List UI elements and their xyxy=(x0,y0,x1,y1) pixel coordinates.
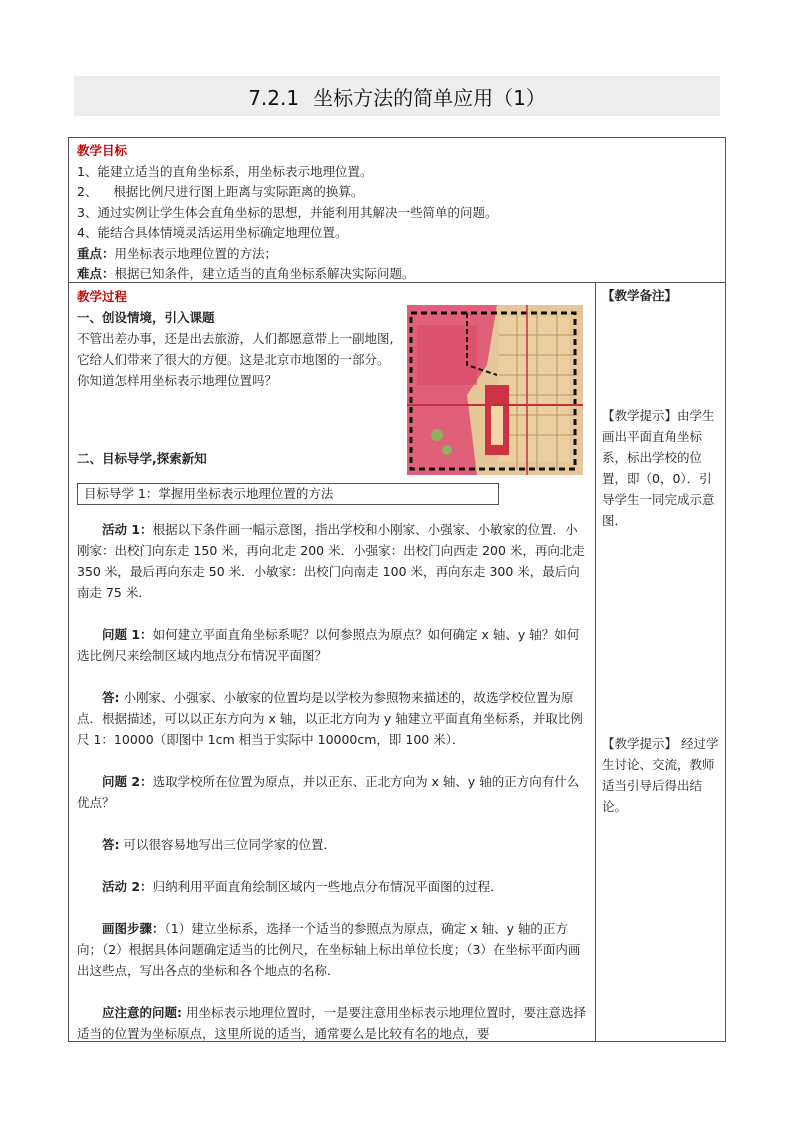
teaching-notes-cell xyxy=(595,282,726,1042)
objective-item: 2、 根据比例尺进行图上距离与实际距离的换算。 xyxy=(77,184,364,199)
caution: 应注意的问题: 用坐标表示地理位置时，一是要注意用坐标表示地理位置时，要注意选择适当的位置为坐标原点，这里所说的适当，通常要么是比较有名的地点，要 xyxy=(77,1005,586,1041)
teaching-process-cell xyxy=(68,282,596,1042)
objectives-heading: 教学目标 xyxy=(77,143,128,158)
process-body xyxy=(77,519,589,1065)
section1-title: 一、创设情境，引入课题 xyxy=(77,310,215,325)
answer1: 答: 小刚家、小强家、小敏家的位置均是以学校为参照物来描述的，故选学校位置为原点．根据描述，可以以正东方向为 x 轴，以正北方向为 y 轴建立平面直角坐标系，并取比例尺 1：10000（即图中 1cm 相当于实际中 10000cm，即 100 米）． xyxy=(77,690,583,747)
objectives-box xyxy=(68,137,726,283)
page-title xyxy=(74,82,720,111)
section2-title: 二、目标导学,探索新知 xyxy=(77,451,207,466)
notes-heading: 【教学备注】 xyxy=(602,288,678,303)
question1: 问题 1：如何建立平面直角坐标系呢？以何参照点为原点？如何确定 x 轴、y 轴？如何选比例尺来绘制区域内地点分布情况平面图？ xyxy=(77,627,580,663)
question2: 问题 2：选取学校所在位置为原点，并以正东、正北方向为 x 轴、y 轴的正方向有什么优点？ xyxy=(77,774,580,810)
teaching-tip-2: 【教学提示】 经过学生讨论、交流，教师适当引导后得出结论。 xyxy=(602,736,719,814)
goal1-box: 目标导学 1：掌握用坐标表示地理位置的方法 xyxy=(77,483,499,505)
objective-item: 1、能建立适当的直角坐标系，用坐标表示地理位置。 xyxy=(77,163,373,179)
beijing-map-image xyxy=(407,305,583,475)
process-heading: 教学过程 xyxy=(77,289,128,304)
activity1: 活动 1：根据以下条件画一幅示意图，指出学校和小刚家、小强家、小敏家的位置．小刚家：出校门向东走 150 米，再向北走 200 米．小强家：出校门向西走 200 米，再向北走 350 米，最后再向东走 50 米．小敏家：出校门向南走 100 米，再向东走 300 米，最后向南走 75 米． xyxy=(77,522,585,600)
objective-item: 4、能结合具体情境灵活运用坐标确定地理位置。 xyxy=(77,225,348,240)
key-point: 重点：用坐标表示地理位置的方法； xyxy=(77,245,278,261)
section1-question: 你知道怎样用坐标表示地理位置吗？ xyxy=(77,373,278,388)
difficulty-point: 难点：根据已知条件，建立适当的直角坐标系解决实际问题。 xyxy=(77,266,415,281)
section1-text: 不管出差办事，还是出去旅游，人们都愿意带上一副地图,它给人们带来了很大的方便。这是北京市地图的一部分。 xyxy=(77,331,394,367)
objective-item: 3、通过实例让学生体会直角坐标的思想，并能利用其解决一些简单的问题。 xyxy=(77,204,498,220)
teaching-tip-1: 【教学提示】由学生画出平面直角坐标系，标出学校的位置，即（0，0）．引导学生一同完成示意图． xyxy=(602,408,715,528)
title-bar xyxy=(74,76,720,116)
activity2: 活动 2：归纳利用平面直角绘制区域内一些地点分布情况平面图的过程． xyxy=(102,879,503,894)
lesson-title: 坐标方法的简单应用（1） xyxy=(313,86,546,110)
lesson-number: 7.2.1 xyxy=(248,86,300,110)
drawing-steps: 画图步骤：（1）建立坐标系，选择一个适当的参照点为原点，确定 x 轴、y 轴的正方向；（2）根据具体问题确定适当的比例尺，在坐标轴上标出单位长度；（3）在坐标平面内画出这些点，写出各点的坐标和各个地点的名称． xyxy=(77,921,581,978)
answer2: 答: 可以很容易地写出三位同学家的位置． xyxy=(102,837,336,852)
